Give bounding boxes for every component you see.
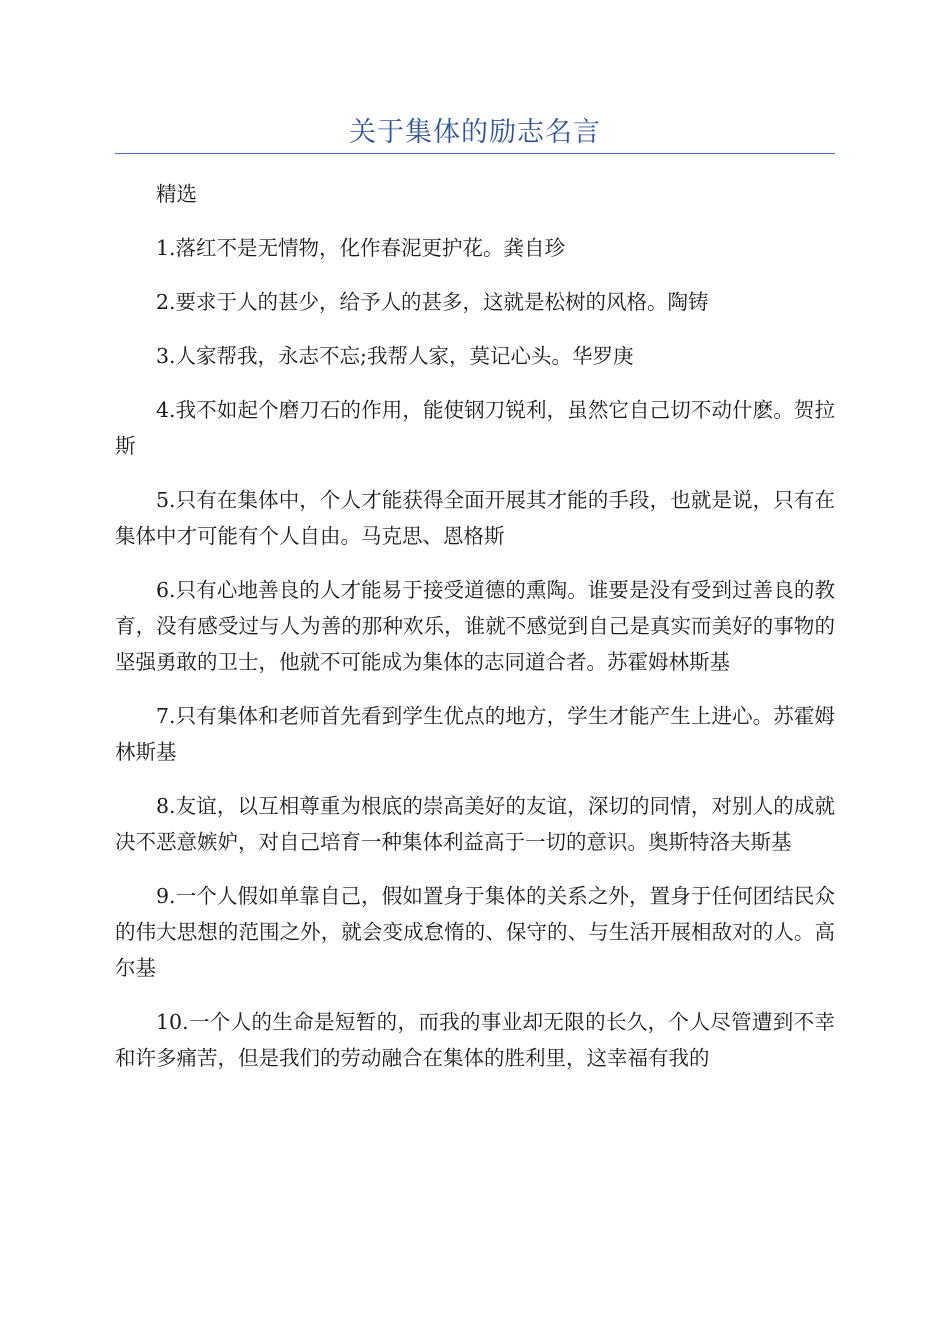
quote-paragraph: 9.一个人假如单靠自己，假如置身于集体的关系之外，置身于任何团结民众的伟大思想的范围之外，就会变成怠惰的、保守的、与生活开展相敌对的人。高尔基	[115, 884, 835, 980]
quote-paragraph: 1.落红不是无情物，化作春泥更护花。龚自珍	[156, 236, 566, 260]
title-underline	[115, 153, 835, 154]
document-body	[115, 176, 835, 1094]
quote-paragraph: 6.只有心地善良的人才能易于接受道德的熏陶。谁要是没有受到过善良的教育，没有感受过与人为善的那种欢乐，谁就不感觉到自己是真实而美好的事物的坚强勇敢的卫士，他就不可能成为集体的志同道合者。苏霍姆林斯基	[115, 578, 835, 674]
quote-paragraph: 5.只有在集体中，个人才能获得全面开展其才能的手段，也就是说，只有在集体中才可能有个人自由。马克思、恩格斯	[115, 488, 835, 548]
quote-paragraph: 8.友谊，以互相尊重为根底的崇高美好的友谊，深切的同情，对别人的成就决不恶意嫉妒，对自己培育一种集体利益高于一切的意识。奥斯特洛夫斯基	[115, 794, 835, 854]
quote-paragraph: 2.要求于人的甚少，给予人的甚多，这就是松树的风格。陶铸	[156, 290, 709, 314]
paragraph-intro: 精选	[156, 182, 197, 206]
quote-paragraph: 10.一个人的生命是短暂的，而我的事业却无限的长久，个人尽管遭到不幸和许多痛苦，但是我们的劳动融合在集体的胜利里，这幸福有我的	[115, 1010, 835, 1070]
document-title: 关于集体的励志名言	[349, 117, 601, 148]
quote-paragraph: 7.只有集体和老师首先看到学生优点的地方，学生才能产生上进心。苏霍姆林斯基	[115, 704, 835, 764]
quote-paragraph: 3.人家帮我，永志不忘;我帮人家，莫记心头。华罗庚	[156, 344, 634, 368]
quote-paragraph: 4.我不如起个磨刀石的作用，能使钢刀锐利，虽然它自己切不动什麽。贺拉斯	[115, 398, 835, 458]
